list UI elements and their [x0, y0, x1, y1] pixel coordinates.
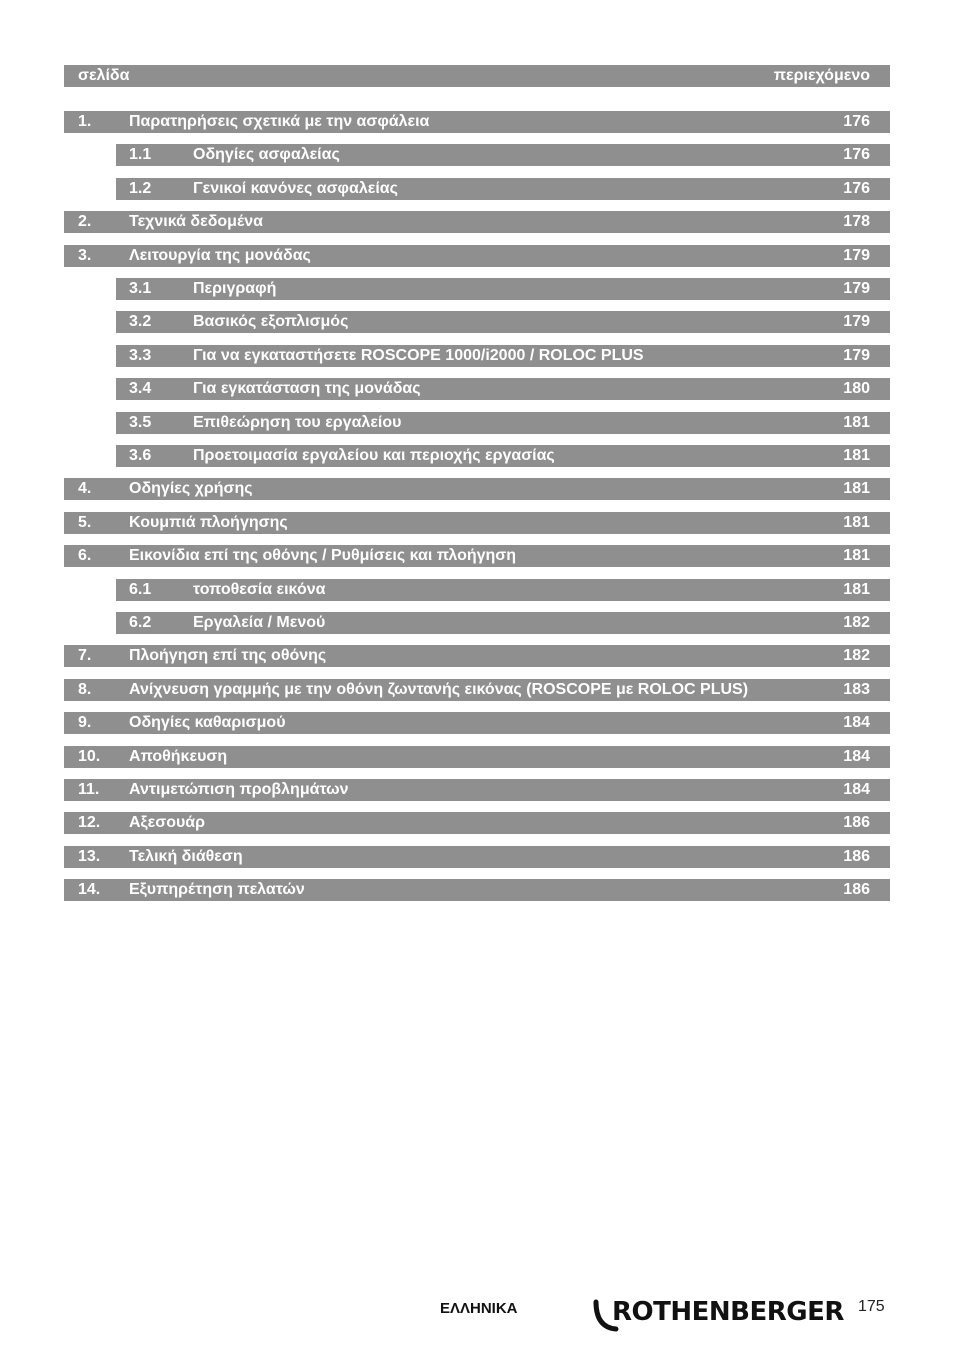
toc-page-number: 182 [843, 647, 870, 664]
toc-number: 1.2 [129, 180, 152, 197]
toc-title: Κουμπιά πλοήγησης [129, 514, 288, 531]
toc-number: 6. [78, 547, 92, 564]
toc-subsection-row [116, 579, 890, 601]
toc-number: 1.1 [129, 146, 152, 163]
toc-title: Εργαλεία / Μενού [193, 614, 326, 631]
toc-subsection-row [116, 311, 890, 333]
toc-subsection-row [116, 378, 890, 400]
toc-section-row [64, 245, 890, 267]
toc-number: 13. [78, 848, 101, 865]
toc-section-row [64, 746, 890, 768]
toc-number: 7. [78, 647, 92, 664]
toc-number: 12. [78, 814, 101, 831]
toc-page-number: 179 [843, 347, 870, 364]
rothenberger-logo [592, 1296, 842, 1336]
toc-number: 10. [78, 748, 101, 765]
toc-subsection-row [116, 144, 890, 166]
toc-title: Λειτουργία της μονάδας [129, 247, 311, 264]
toc-title: Οδηγίες καθαρισμού [129, 714, 286, 731]
toc-subsection-row [116, 178, 890, 200]
toc-title: Παρατηρήσεις σχετικά με την ασφάλεια [129, 113, 430, 130]
toc-title: τοποθεσία εικόνα [193, 581, 326, 598]
toc-title: Ανίχνευση γραμμής με την οθόνη ζωντανής εικόνας (ROSCOPE με ROLOC PLUS) [129, 681, 749, 698]
toc-title: Επιθεώρηση του εργαλείου [193, 414, 402, 431]
toc-section-row [64, 512, 890, 534]
toc-subsection-row [116, 445, 890, 467]
toc-page-number: 184 [843, 714, 870, 731]
logo-wordmark: ROTHENBERGER [612, 1297, 844, 1327]
toc-number: 8. [78, 681, 92, 698]
toc-page-number: 183 [843, 681, 870, 698]
toc-number: 3.1 [129, 280, 152, 297]
toc-page-number: 181 [843, 514, 870, 531]
toc-header [64, 65, 890, 87]
toc-number: 5. [78, 514, 92, 531]
toc-page-number: 180 [843, 380, 870, 397]
toc-page-number: 186 [843, 881, 870, 898]
toc-title: Τεχνικά δεδομένα [129, 213, 263, 230]
toc-number: 3.5 [129, 414, 152, 431]
toc-section-row [64, 111, 890, 133]
toc-subsection-row [116, 278, 890, 300]
toc-title: Αποθήκευση [129, 748, 228, 765]
header-contents-label: περιεχόμενο [773, 67, 870, 84]
toc-number: 6.1 [129, 581, 152, 598]
toc-number: 1. [78, 113, 92, 130]
footer-language: ΕΛΛΗΝΙΚΑ [440, 1300, 518, 1317]
toc-title: Γενικοί κανόνες ασφαλείας [193, 180, 398, 197]
toc-subsection-row [116, 612, 890, 634]
toc-page-number: 181 [843, 581, 870, 598]
toc-section-row [64, 545, 890, 567]
toc-number: 3. [78, 247, 92, 264]
toc-section-row [64, 712, 890, 734]
toc-section-row [64, 846, 890, 868]
toc-number: 3.3 [129, 347, 152, 364]
toc-section-row [64, 211, 890, 233]
toc-title: Εξυπηρέτηση πελατών [129, 881, 305, 898]
header-page-label: σελίδα [78, 67, 130, 84]
toc-page-number: 176 [843, 180, 870, 197]
toc-number: 9. [78, 714, 92, 731]
toc-title: Οδηγίες χρήσης [129, 480, 253, 497]
toc-number: 11. [78, 781, 100, 798]
toc-title: Για να εγκαταστήσετε ROSCOPE 1000/i2000 / ROLOC PLUS [193, 347, 644, 364]
toc-page-number: 186 [843, 848, 870, 865]
toc-page-number: 182 [843, 614, 870, 631]
toc-title: Πλοήγηση επί της οθόνης [129, 647, 327, 664]
toc-number: 6.2 [129, 614, 152, 631]
toc-title: Εικονίδια επί της οθόνης / Ρυθμίσεις και πλοήγηση [129, 547, 517, 564]
toc-number: 2. [78, 213, 92, 230]
toc-number: 14. [78, 881, 101, 898]
toc-title: Τελική διάθεση [129, 848, 243, 865]
toc-title: Αξεσουάρ [129, 814, 206, 831]
toc-page-number: 181 [843, 480, 870, 497]
toc-page-number: 181 [843, 547, 870, 564]
toc-section-row [64, 679, 890, 701]
toc-section-row [64, 478, 890, 500]
toc-page-number: 181 [843, 447, 870, 464]
toc-number: 3.4 [129, 380, 152, 397]
toc-title: Βασικός εξοπλισμός [193, 313, 349, 330]
toc-section-row [64, 812, 890, 834]
toc-page-number: 179 [843, 247, 870, 264]
toc-number: 3.6 [129, 447, 152, 464]
toc-number: 4. [78, 480, 92, 497]
toc-page-number: 184 [843, 781, 870, 798]
toc-section-row [64, 879, 890, 901]
toc-title: Αντιμετώπιση προβλημάτων [129, 781, 349, 798]
page-number: 175 [858, 1298, 885, 1315]
toc-page-number: 176 [843, 146, 870, 163]
toc-subsection-row [116, 345, 890, 367]
toc-page-number: 186 [843, 814, 870, 831]
toc-title: Οδηγίες ασφαλείας [193, 146, 340, 163]
toc-page-number: 176 [843, 113, 870, 130]
toc-title: Για εγκατάσταση της μονάδας [193, 380, 421, 397]
toc-number: 3.2 [129, 313, 152, 330]
toc-page-number: 179 [843, 280, 870, 297]
toc-section-row [64, 645, 890, 667]
toc-page-number: 184 [843, 748, 870, 765]
toc-title: Περιγραφή [193, 280, 277, 297]
toc-page-number: 181 [843, 414, 870, 431]
toc-section-row [64, 779, 890, 801]
toc-subsection-row [116, 412, 890, 434]
toc-page-number: 178 [843, 213, 870, 230]
toc-title: Προετοιμασία εργαλείου και περιοχής εργασίας [193, 447, 555, 464]
toc-page-number: 179 [843, 313, 870, 330]
